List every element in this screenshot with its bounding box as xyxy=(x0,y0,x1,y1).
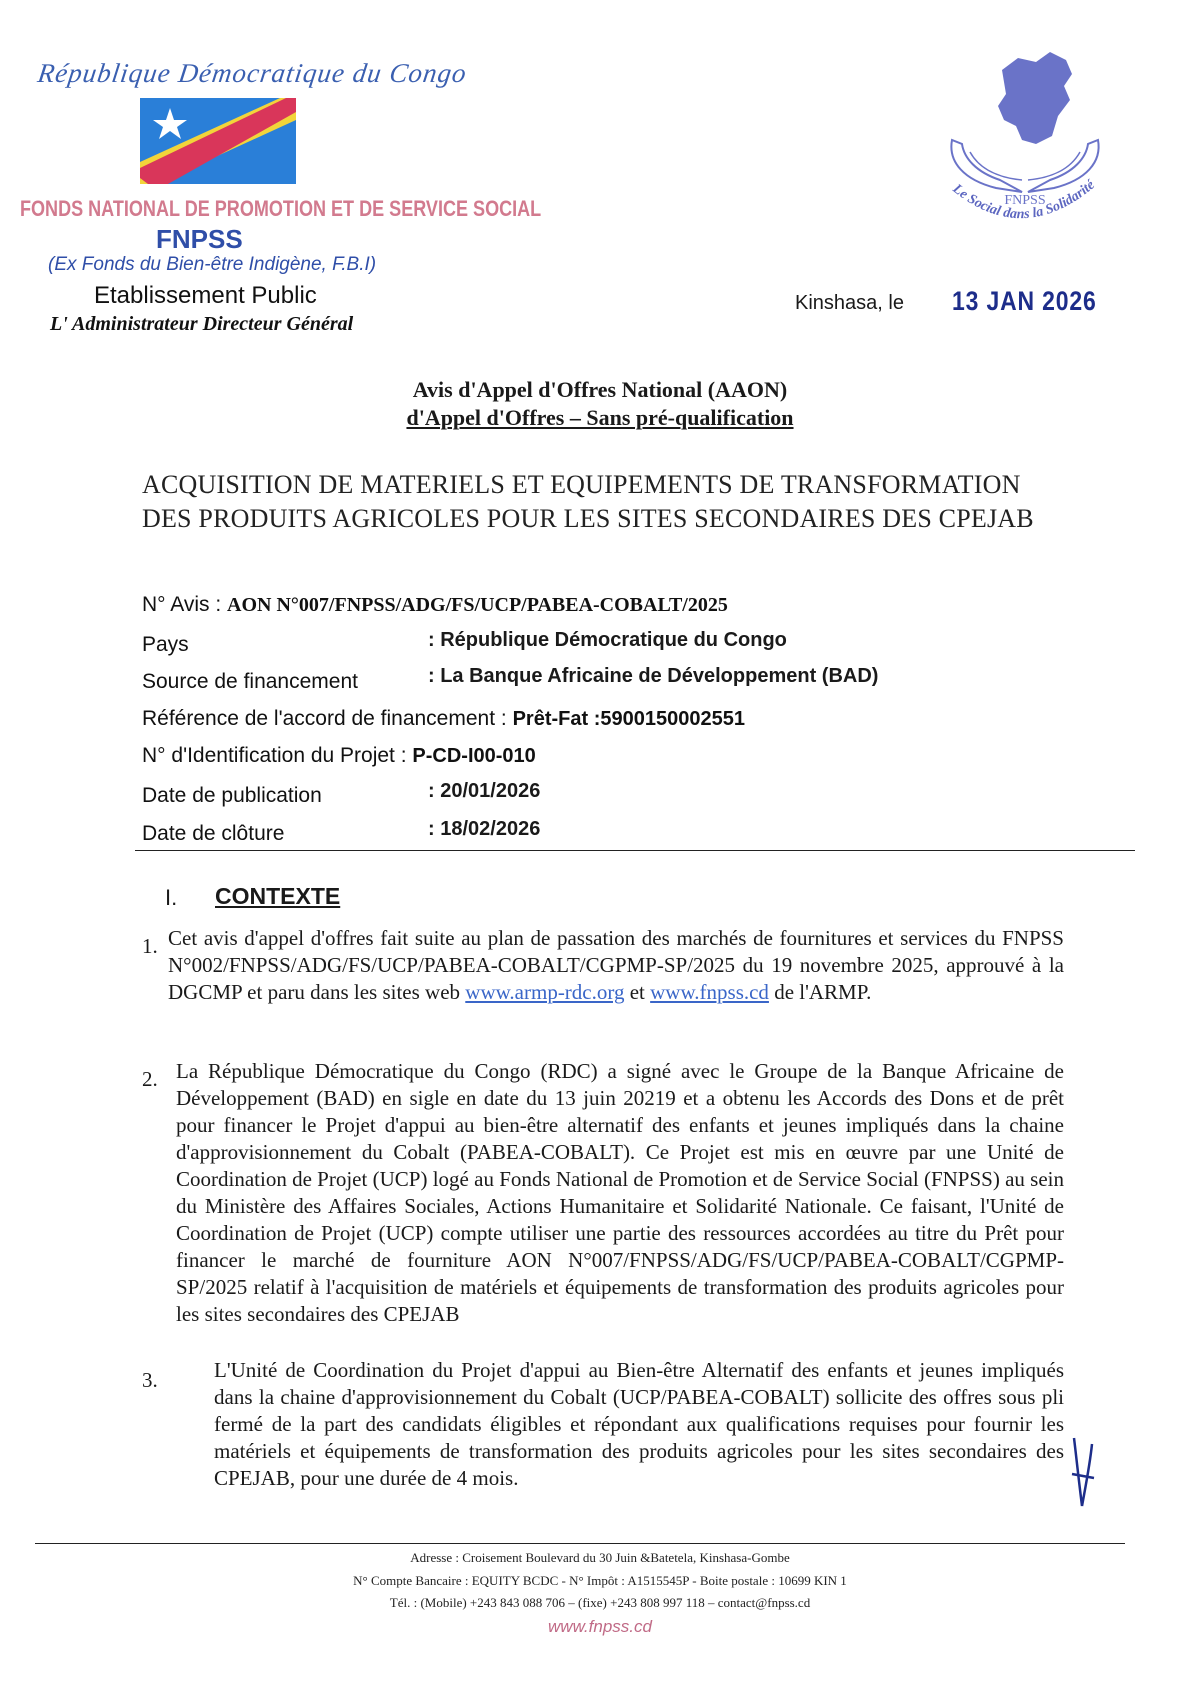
initials-mark-icon xyxy=(1068,1434,1098,1514)
republic-heading: République Démocratique du Congo xyxy=(35,58,469,88)
paragraph-2-number: 2. xyxy=(142,1067,158,1091)
fnpss-logo-icon xyxy=(940,40,1110,230)
place-label: Kinshasa, le xyxy=(795,292,904,314)
signatory-title: L' Administrateur Directeur Général xyxy=(50,313,354,335)
section-title: CONTEXTE xyxy=(215,883,341,909)
footer-website: www.fnpss.cd xyxy=(548,1617,652,1636)
pays-value: : République Démocratique du Congo xyxy=(428,629,787,651)
establishment-status: Etablissement Public xyxy=(94,282,317,309)
source-value: : La Banque Africaine de Développement (BAD) xyxy=(428,665,879,687)
info-avis xyxy=(142,593,728,617)
paragraph-2: La République Démocratique du Congo (RDC) a signé avec le Groupe de la Banque Africaine de Développement (BAD) en sigle en date du 13 juin 20219 et a obtenu les Accords des Dons et de prêt pour financer le Projet d'appui au bien-être alternatif des enfants et jeunes impliqués dans la chaine d'approvisionnement du Cobalt (PABEA-COBALT). Ce Projet est mis en œuvre par une Unité de Coordination de Projet (UCP) logé au Fonds National de Promotion et de Service Social (FNPSS) au sein du Ministère des Affaires Sociales, Actions Humanitaire et Solidarité Nationale. Ce faisant, l'Unité de Coordination de Projet (UCP) compte utiliser une partie des ressources accordées au titre du Prêt pour financer le marché de fourniture AON N°007/FNPSS/ADG/FS/UCP/PABEA-COBALT/CGPMP-SP/2025 relatif à l'acquisition de matériels et équipements de transformation des produits agricoles pour les sites secondaires des CPEJAB xyxy=(176,1059,1064,1326)
footer-email: – contact@fnpss.cd xyxy=(707,1595,811,1610)
notice-subheading: d'Appel d'Offres – Sans pré-qualification xyxy=(406,405,794,430)
footer-address: Adresse : Croisement Boulevard du 30 Juin &Batetela, Kinshasa-Gombe xyxy=(410,1550,790,1565)
info-reference xyxy=(142,707,745,731)
footer-phones: Tél. : (Mobile) +243 843 088 706 – (fixe) +243 808 997 118 xyxy=(389,1595,705,1610)
armp-link[interactable]: www.armp-rdc.org xyxy=(465,980,625,1004)
drc-flag-icon xyxy=(140,98,296,184)
paragraph-1-end: de l'ARMP. xyxy=(774,980,872,1004)
notice-heading: Avis d'Appel d'Offres National (AAON) xyxy=(412,377,788,402)
footer-bank: N° Compte Bancaire : EQUITY BCDC - N° Impôt : A1515545P - Boite postale : 10699 KIN 1 xyxy=(353,1573,847,1588)
cloture-label: Date de clôture xyxy=(142,822,285,845)
footer-divider xyxy=(35,1543,1125,1544)
paragraph-3: L'Unité de Coordination du Projet d'appui au Bien-être Alternatif des enfants et jeunes impliqués dans la chaine d'approvisionnement du Cobalt (UCP/PABEA-COBALT) sollicite des offres sous pli fermé de la part des candidats éligibles et répondant aux qualifications requises pour fournir les matériels et équipements de transformation des produits agricoles pour les sites secondaires des CPEJAB, pour une durée de 4 mois. xyxy=(214,1358,1064,1490)
pays-label: Pays xyxy=(142,633,189,656)
projet-value: P-CD-I00-010 xyxy=(412,745,536,767)
source-label: Source de financement xyxy=(142,670,358,693)
section-divider xyxy=(135,850,1135,851)
logo-motto: Le Social dans la Solidarité xyxy=(949,177,1098,223)
section-number: I. xyxy=(165,885,178,910)
avis-label: N° Avis : xyxy=(142,593,222,616)
former-name: (Ex Fonds du Bien-être Indigène, F.B.I) xyxy=(48,254,377,275)
footer-contacts xyxy=(0,1595,1200,1611)
projet-label: N° d'Identification du Projet : xyxy=(142,744,407,767)
document-title: ACQUISITION DE MATERIELS ET EQUIPEMENTS DE TRANSFORMATION DES PRODUITS AGRICOLES POUR LES SITES SECONDAIRES DES CPEJAB xyxy=(142,470,1034,533)
fnpss-acronym: FNPSS xyxy=(156,224,243,254)
paragraph-3-number: 3. xyxy=(142,1368,158,1392)
pub-label: Date de publication xyxy=(142,784,322,807)
paragraph-1 xyxy=(168,925,1064,1006)
cloture-value: : 18/02/2026 xyxy=(428,818,541,840)
ref-value: Prêt-Fat :5900150002551 xyxy=(512,708,745,730)
info-projet xyxy=(142,744,536,768)
paragraph-1-number: 1. xyxy=(142,934,158,958)
paragraph-1-text: Cet avis d'appel d'offres fait suite au plan de passation des marchés de fournitures et services du FNPSS N°002/FNPSS/ADG/FS/UCP/PABEA-COBALT/CGPMP-SP/2025 du 19 novembre 2025, approuvé à la DGCMP et paru dans les sites web xyxy=(168,926,1064,1004)
ref-label: Référence de l'accord de financement : xyxy=(142,707,507,730)
paragraph-1-and: et xyxy=(629,980,645,1004)
avis-value: AON N°007/FNPSS/ADG/FS/UCP/PABEA-COBALT/2025 xyxy=(227,594,728,616)
logo-name: FNPSS xyxy=(1004,193,1046,208)
pub-value: : 20/01/2026 xyxy=(428,780,541,802)
fnpss-link[interactable]: www.fnpss.cd xyxy=(650,980,769,1004)
date-stamp: 13 JAN 2026 xyxy=(952,286,1097,316)
fund-full-name: FONDS NATIONAL DE PROMOTION ET DE SERVICE SOCIAL xyxy=(20,196,542,221)
